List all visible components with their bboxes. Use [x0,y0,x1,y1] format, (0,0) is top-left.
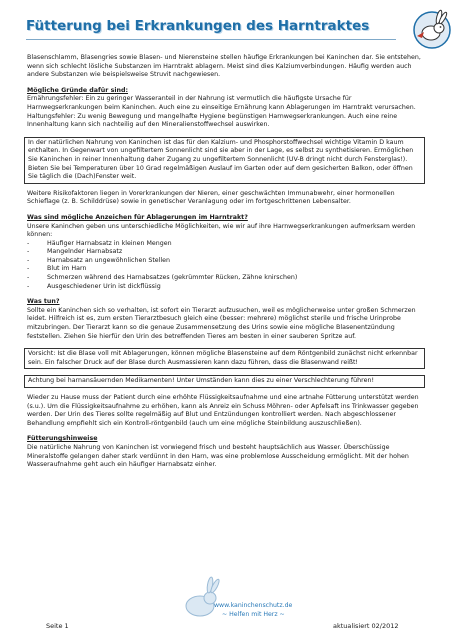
intro-paragraph: Blasenschlamm, Blasengries sowie Blasen- und Nierensteine stellen häufige Erkrankungen bei Kaninchen dar. Sie entstehen, wenn sich schlecht lösliche Substanzen im Harntrakt ablagern. Meist sind dies Kalziumverbindungen. Häufig werden auch andere Substanzen wie beispielsweise Struvit nachgewiesen. [27,54,421,79]
list-item: - Blut im Harn [27,265,425,274]
page-title: Fütterung bei Erkrankungen des Harntraktes [26,18,370,34]
causes-nutrition: Ernährungsfehler: Ein zu geringer Wasseranteil in der Nahrung ist vermutlich die häufigste Ursache für Harnwegserkrankungen beim Kaninchen. Auch eine zu einseitige Ernährung kann Ablagerungen im Harntrakt verursachen. [27,95,416,111]
list-item: - Ausgeschiedener Urin ist dickflüssig [27,283,425,292]
list-item: - Harnabsatz an ungewöhnlichen Stellen [27,257,425,266]
aftercare-paragraph: Wieder zu Hause muss der Patient durch eine erhöhte Flüssigkeitsaufnahme und eine artnahe Fütterung unterstützt werden (s.u.). Um die Flüssigkeitsaufnahme zu erhöhen, kann als Anreiz ein Schuss Möhren- oder Apfelsaft ins Trinkwasser gegeben werden. Der Urin des Tieres sollte regelmäßig auf Blut und Entzündungen kontrolliert werden. Nach abgeschlossener Behandlung empfiehlt sich ein Kontroll-röntgenbild (auch um eine mögliche Steinbildung auszuschließen). [27,394,419,427]
page-number: Seite 1 [46,622,69,630]
section-heading-symptoms: Was sind mögliche Anzeichen für Ablagerungen im Harntrakt? [27,213,248,221]
risk-paragraph: Weitere Risikofaktoren liegen in Vorerkrankungen der Nieren, einer geschwächten Immunabwehr, einer hormonellen Schieflage (z. B. Schilddrüse) sowie in genetischer Veranlagung oder im fortgeschrittenen Lebensalter. [27,189,395,206]
treatment-paragraph: Sollte ein Kaninchen sich so verhalten, ist sofort ein Tierarzt aufzusuchen, weil es möglicherweise unter großen Schmerzen leidet. Hilfreich ist es, zum ersten Tierarztbesuch gleich eine (besser: mehrere) möglichst sterile und frische Urinprobe mitzubringen. Der Tierarzt kann so die genaue Zusammensetzung des Urins sowie eine mögliche Blasenentzündung feststellen. Ziehen Sie hierfür den Urin des betreffenden Tieres am besten in einer sauberen Spritze auf. [27,306,416,340]
list-item: - Mangelnder Harnabsatz [27,248,425,257]
section-heading-feeding: Fütterungshinweise [27,435,98,443]
document-body [27,54,425,477]
symptom-list [27,240,425,292]
info-box-vitamin-d: In der natürlichen Nahrung von Kaninchen ist das für den Kalzium- und Phosphorstoffwechsel wichtige Vitamin D kaum enthalten. In Gegenwart von ungefiltertem Sonnenlicht sind sie aber in der Lage, es selbst zu synthetisieren. Ermöglichen Sie Kaninchen in reiner Innenhaltung daher Zugang zu ungefiltertem Sonnenlicht (UV-B dringt nicht durch Fensterglas!). Bieten Sie bei Temperaturen über 10 Grad regelmäßigen Auslauf im Garten oder auf dem gesicherten Balkon, oder öffnen Sie täglich die (Dach)Fenster weit. [24,137,425,184]
footer-slogan: ~ Helfen mit Herz ~ [222,611,285,618]
title-divider [26,39,396,40]
page-header [26,10,426,46]
warning-box-medication: Achtung bei harnansäuernden Medikamenten! Unter Umständen kann dies zu einer Verschlechterung führen! [24,375,425,388]
feeding-paragraph: Die natürliche Nahrung von Kaninchen ist vorwiegend frisch und besteht hauptsächlich aus Wasser. Überschüssige Mineralstoffe gelangen daher stark verdünnt in den Harn, was eine problemlose Ausscheidung ermöglicht. Mit der hohen Wasseraufnahme geht auch ein häufiger Harnabsatz einher. [27,443,409,469]
list-item: - Häufiger Harnabsatz in kleinen Mengen [27,240,425,249]
updated-date: aktualisiert 02/2012 [333,622,399,630]
rabbit-logo-icon [409,6,452,52]
list-item: - Schmerzen während des Harnabsatzes (gekrümmter Rücken, Zähne knirschen) [27,274,425,283]
footer-url: www.kaninchenschutz.de [214,602,293,609]
section-heading-causes: Mögliche Gründe dafür sind: [27,86,128,94]
symptoms-intro: Unsere Kaninchen geben uns unterschiedliche Möglichkeiten, wie wir auf ihre Harnwegserkrankungen aufmerksam werden können: [27,222,416,239]
warning-box-caution: Vorsicht: Ist die Blase voll mit Ablagerungen, können mögliche Blasensteine auf dem Röntgenbild zunächst nicht erkennbar sein. Ein falscher Druck auf der Blase durch Ausmassieren kann dazu führen, dass die Blasenwand reißt! [24,348,425,369]
causes-housing: Haltungsfehler: Zu wenig Bewegung und mangelhafte Hygiene begünstigen Harnwegserkrankungen. Auch eine reine Innenhaltung kann sich nachteilig auf den Mineralienstoffwechsel auswirken. [27,112,398,129]
section-heading-treatment: Was tun? [27,298,60,306]
